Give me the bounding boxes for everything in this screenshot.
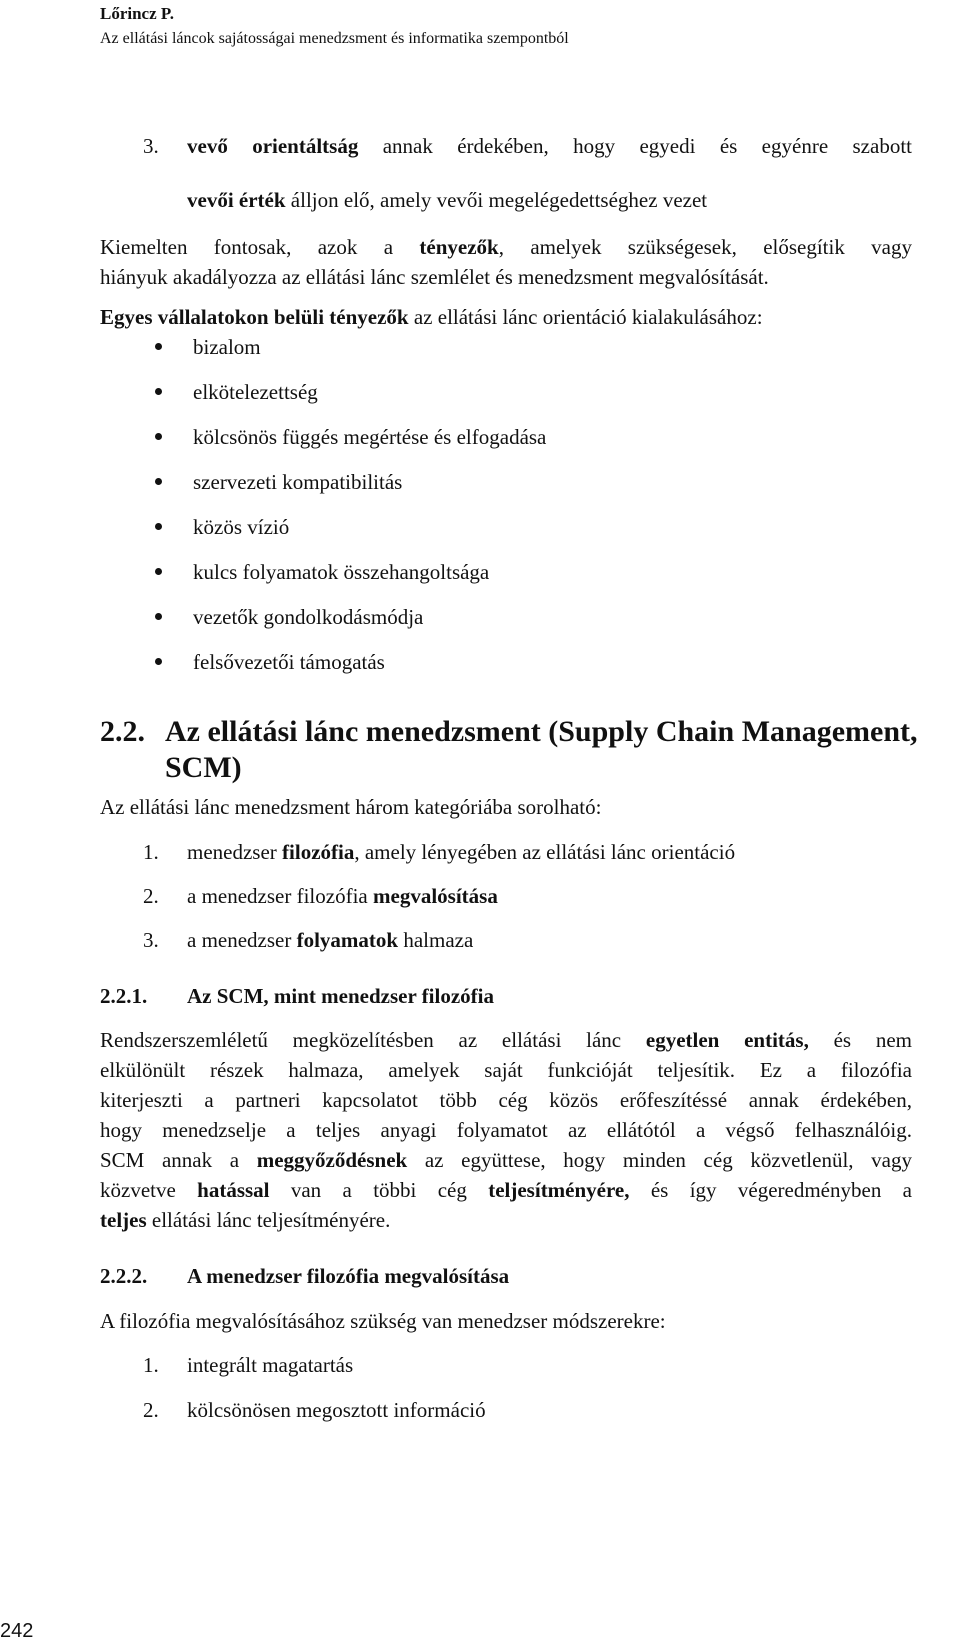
text-span: az együttese, hogy minden cég közvetlenül, vagy bbox=[407, 1148, 912, 1172]
paragraph-line bbox=[100, 1205, 390, 1235]
paragraph-line: elkülönült részek halmaza, amelyek saját funkcióját teljesítik. Ez a filozófia bbox=[100, 1058, 912, 1082]
subsection-title: A menedzser filozófia megvalósítása bbox=[187, 1264, 510, 1288]
bold-term: folyamatok bbox=[296, 928, 399, 952]
paragraph-line bbox=[100, 1175, 912, 1205]
bullet-dot bbox=[155, 388, 162, 395]
bold-term: tényezők bbox=[419, 235, 499, 259]
text-span: halmaza bbox=[398, 928, 474, 952]
bold-term: vevői érték bbox=[187, 188, 286, 212]
text-span: Kiemelten fontosak, azok a bbox=[100, 235, 420, 259]
paragraph-line bbox=[100, 1025, 912, 1055]
section-title-line1: Az ellátási lánc menedzsment (Supply Chain Management, bbox=[165, 715, 918, 748]
header-subtitle: Az ellátási láncok sajátosságai menedzsment és informatika szempontból bbox=[100, 30, 569, 47]
bullet-dot bbox=[155, 658, 162, 665]
bullet-item: elkötelezettség bbox=[193, 380, 318, 404]
paragraph-line bbox=[100, 1145, 912, 1175]
bullet-item: szervezeti kompatibilitás bbox=[193, 470, 403, 494]
bold-term: meggyőződésnek bbox=[256, 1148, 408, 1172]
header-author: Lőrincz P. bbox=[100, 4, 174, 23]
list-number: 2. bbox=[143, 1398, 159, 1422]
list-item: kölcsönösen megosztott információ bbox=[187, 1398, 486, 1422]
text-span: menedzser bbox=[187, 840, 283, 864]
bold-term: egyetlen entitás, bbox=[645, 1028, 809, 1052]
text-span: a menedzser filozófia bbox=[187, 884, 373, 908]
bold-term: hatással bbox=[197, 1178, 270, 1202]
list-item bbox=[187, 925, 473, 955]
text-span: ellátási lánc teljesítményére. bbox=[146, 1208, 391, 1232]
bullet-dot bbox=[155, 613, 162, 620]
text-span: Rendszerszemléletű megközelítésben az ellátási lánc bbox=[100, 1028, 646, 1052]
list-item: integrált magatartás bbox=[187, 1353, 354, 1377]
bullet-dot bbox=[155, 433, 162, 440]
list-number: 3. bbox=[143, 134, 159, 158]
para1-line1 bbox=[100, 232, 912, 262]
text-span: annak érdekében, hogy egyedi és egyénre szabott bbox=[358, 134, 912, 158]
bullet-item: közös vízió bbox=[193, 515, 290, 539]
section-intro: A filozófia megvalósításához szükség van menedzser módszerekre: bbox=[100, 1309, 666, 1333]
bullet-item: kulcs folyamatok összehangoltsága bbox=[193, 560, 490, 584]
bullet-dot bbox=[155, 478, 162, 485]
section-intro: Az ellátási lánc menedzsment három kategóriába sorolható: bbox=[100, 795, 602, 819]
item3-line1 bbox=[187, 131, 912, 161]
list-item bbox=[187, 881, 498, 911]
bullet-item: vezetők gondolkodásmódja bbox=[193, 605, 424, 629]
subsection-number: 2.2.1. bbox=[100, 984, 148, 1008]
list-item bbox=[187, 837, 735, 867]
subsection-title: Az SCM, mint menedzser filozófia bbox=[187, 984, 494, 1008]
bullet-item: kölcsönös függés megértése és elfogadása bbox=[193, 425, 547, 449]
bullet-dot bbox=[155, 523, 162, 530]
bold-term: filozófia bbox=[282, 840, 355, 864]
list-number: 1. bbox=[143, 840, 159, 864]
para1-line2: hiányuk akadályozza az ellátási lánc szemlélet és menedzsment megvalósítását. bbox=[100, 265, 769, 289]
para2-line bbox=[100, 302, 763, 332]
paragraph-line: kiterjeszti a partneri kapcsolatot több cég közös erőfeszítéssé annak érdekében, bbox=[100, 1088, 912, 1112]
bold-term: Egyes vállalatokon belüli tényezők bbox=[100, 305, 409, 329]
bold-term: teljes bbox=[100, 1208, 147, 1232]
section-title-line2: SCM) bbox=[165, 751, 242, 784]
text-span: álljon elő, amely vevői megelégedettséghez vezet bbox=[285, 188, 708, 212]
section-number: 2.2. bbox=[100, 715, 145, 748]
bullet-dot bbox=[155, 343, 162, 350]
paragraph-line: hogy menedzselje a teljes anyagi folyamatot az ellátótól a végső felhasználóig. bbox=[100, 1118, 912, 1142]
page-number: 242 bbox=[0, 1620, 34, 1642]
text-span: közvetve bbox=[100, 1178, 198, 1202]
list-number: 1. bbox=[143, 1353, 159, 1377]
bullet-item: bizalom bbox=[193, 335, 261, 359]
bold-term: megvalósítása bbox=[373, 884, 498, 908]
text-span: SCM annak a bbox=[100, 1148, 257, 1172]
bold-term: vevő orientáltság bbox=[187, 134, 359, 158]
bullet-item: felsővezetői támogatás bbox=[193, 650, 385, 674]
bullet-dot bbox=[155, 568, 162, 575]
list-number: 3. bbox=[143, 928, 159, 952]
text-span: az ellátási lánc orientáció kialakulásához: bbox=[408, 305, 763, 329]
item3-line2 bbox=[187, 185, 707, 215]
text-span: van a többi cég bbox=[269, 1178, 489, 1202]
text-span: , amelyek szükségesek, elősegítik vagy bbox=[498, 235, 913, 259]
list-number: 2. bbox=[143, 884, 159, 908]
text-span: és így végeredményben a bbox=[629, 1178, 912, 1202]
bold-term: teljesítményére, bbox=[488, 1178, 630, 1202]
text-span: és nem bbox=[808, 1028, 912, 1052]
text-span: a menedzser bbox=[187, 928, 297, 952]
section-title bbox=[165, 714, 918, 786]
text-span: , amely lényegében az ellátási lánc orientáció bbox=[354, 840, 736, 864]
subsection-number: 2.2.2. bbox=[100, 1264, 148, 1288]
